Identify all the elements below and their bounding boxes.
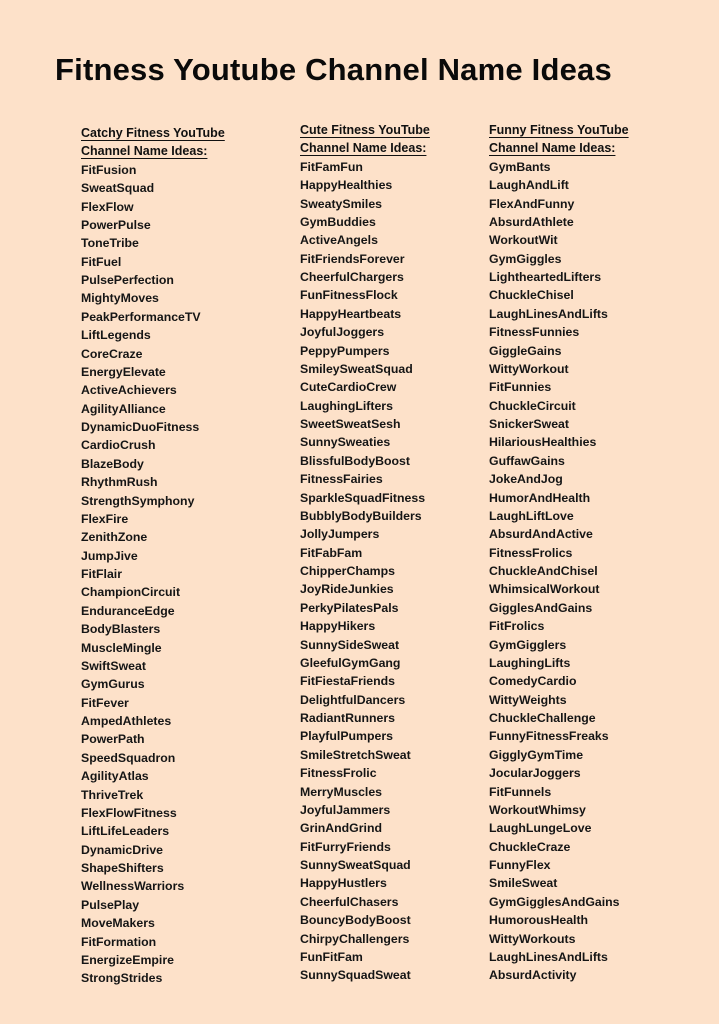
list-item: GymGigglesAndGains — [489, 894, 620, 909]
list-item: CoreCraze — [81, 346, 143, 361]
list-item: HappyHikers — [300, 619, 376, 634]
list-item: WhimsicalWorkout — [489, 582, 600, 597]
list-item: MerryMuscles — [300, 784, 383, 799]
list-item: FitnessFunnies — [489, 325, 580, 340]
list-item: LaughLinesAndLifts — [489, 949, 608, 964]
list-item: FitFever — [81, 695, 129, 710]
list-item: JoyfulJammers — [300, 802, 391, 817]
list-item: LaughingLifters — [300, 398, 393, 413]
list-item: ChuckleChallenge — [489, 711, 596, 726]
list-item: LaughLungeLove — [489, 821, 592, 836]
list-item: FitFurryFriends — [300, 839, 391, 854]
list-item: SpeedSquadron — [81, 750, 176, 765]
list-item: BubblyBodyBuilders — [300, 508, 422, 523]
list-item: WorkoutWhimsy — [489, 802, 586, 817]
list-item: WorkoutWit — [489, 233, 558, 248]
list-item: GiggleGains — [489, 343, 562, 358]
list-item: ChipperChamps — [300, 564, 395, 579]
list-item: GigglyGymTime — [489, 747, 584, 762]
list-item: FitFusion — [81, 162, 137, 177]
list-item: ActiveAngels — [300, 233, 378, 248]
list-item: ComedyCardio — [489, 674, 577, 689]
list-item: HumorousHealth — [489, 913, 589, 928]
list-item: GrinAndGrind — [300, 821, 382, 836]
list-item: StrengthSymphony — [81, 493, 195, 508]
list-item: SnickerSweat — [489, 417, 569, 432]
list-item: JollyJumpers — [300, 527, 380, 542]
name-list — [81, 161, 225, 988]
list-item: CardioCrush — [81, 438, 156, 453]
list-item: AbsurdAthlete — [489, 214, 574, 229]
list-item: AbsurdActivity — [489, 968, 577, 983]
list-item: SweetSweatSesh — [300, 417, 401, 432]
list-item: WellnessWarriors — [81, 879, 185, 894]
column-heading-line2: Channel Name Ideas: — [81, 144, 208, 159]
list-item: FunnyFitnessFreaks — [489, 729, 609, 744]
list-item: ChampionCircuit — [81, 585, 181, 600]
list-item: GymGurus — [81, 677, 145, 692]
list-item: SweatySmiles — [300, 196, 383, 211]
list-item: AmpedAthletes — [81, 714, 172, 729]
list-item: GuffawGains — [489, 453, 565, 468]
list-item: BlissfulBodyBoost — [300, 453, 410, 468]
list-item: DelightfulDancers — [300, 692, 406, 707]
list-item: FitFriendsForever — [300, 251, 405, 266]
list-item: SunnySweaties — [300, 435, 391, 450]
list-item: FitFrolics — [489, 619, 545, 634]
list-item: WittyWeights — [489, 692, 567, 707]
list-item: FitnessFrolics — [489, 545, 573, 560]
catchy-names-column — [81, 124, 225, 988]
column-heading — [300, 121, 430, 158]
list-item: FitFamFun — [300, 159, 363, 174]
list-item: PulsePlay — [81, 897, 140, 912]
name-list — [489, 158, 629, 985]
list-item: LiftLifeLeaders — [81, 824, 170, 839]
list-item: WittyWorkouts — [489, 931, 576, 946]
list-item: ActiveAchievers — [81, 383, 177, 398]
list-item: PlayfulPumpers — [300, 729, 393, 744]
list-item: FitnessFairies — [300, 472, 383, 487]
list-item: PowerPulse — [81, 217, 151, 232]
column-heading-line1: Funny Fitness YouTube — [489, 123, 629, 137]
list-item: SunnySideSweat — [300, 637, 400, 652]
list-item: ChirpyChallengers — [300, 931, 410, 946]
list-item: PulsePerfection — [81, 273, 174, 288]
list-item: FitFuel — [81, 254, 122, 269]
list-item: ZenithZone — [81, 530, 148, 545]
page-title: Fitness Youtube Channel Name Ideas — [55, 52, 612, 87]
list-item: PeakPerformanceTV — [81, 309, 201, 324]
list-item: AbsurdAndActive — [489, 527, 593, 542]
list-item: ChuckleAndChisel — [489, 564, 598, 579]
list-item: FunFitnessFlock — [300, 288, 398, 303]
list-item: PerkyPilatesPals — [300, 600, 399, 615]
list-item: JoyfulJoggers — [300, 325, 385, 340]
list-item: RhythmRush — [81, 475, 158, 490]
column-heading — [81, 124, 225, 161]
list-item: FlexFlowFitness — [81, 805, 177, 820]
list-item: EnergizeEmpire — [81, 952, 174, 967]
list-item: FitFunnies — [489, 380, 552, 395]
list-item: FlexFire — [81, 511, 129, 526]
list-item: StrongStrides — [81, 971, 163, 986]
list-item: SunnySweatSquad — [300, 858, 411, 873]
list-item: HappyHealthies — [300, 178, 393, 193]
list-item: GigglesAndGains — [489, 600, 593, 615]
list-item: JoyRideJunkies — [300, 582, 394, 597]
list-item: JokeAndJog — [489, 472, 563, 487]
list-item: ChuckleChisel — [489, 288, 574, 303]
list-item: MightyMoves — [81, 291, 159, 306]
column-heading — [489, 121, 629, 158]
list-item: SmileySweatSquad — [300, 361, 413, 376]
list-item: DynamicDrive — [81, 842, 164, 857]
name-list — [300, 158, 430, 985]
list-item: BlazeBody — [81, 456, 144, 471]
list-item: LightheartedLifters — [489, 270, 602, 285]
list-item: MoveMakers — [81, 916, 155, 931]
list-item: EnergyElevate — [81, 364, 166, 379]
list-item: BodyBlasters — [81, 622, 161, 637]
list-item: ToneTribe — [81, 236, 139, 251]
list-item: WittyWorkout — [489, 361, 569, 376]
list-item: FitFabFam — [300, 545, 363, 560]
list-item: ChuckleCircuit — [489, 398, 576, 413]
list-item: CuteCardioCrew — [300, 380, 397, 395]
column-heading-line2: Channel Name Ideas: — [300, 141, 427, 156]
cute-names-column — [300, 121, 430, 985]
list-item: LiftLegends — [81, 328, 151, 343]
list-item: PeppyPumpers — [300, 343, 390, 358]
list-item: AgilityAtlas — [81, 769, 149, 784]
list-item: SmileStretchSweat — [300, 747, 411, 762]
list-item: FitnessFrolic — [300, 766, 377, 781]
list-item: LaughAndLift — [489, 178, 569, 193]
list-item: SwiftSweat — [81, 658, 146, 673]
list-item: DynamicDuoFitness — [81, 420, 200, 435]
list-item: JocularJoggers — [489, 766, 581, 781]
list-item: SweatSquad — [81, 181, 155, 196]
list-item: SmileSweat — [489, 876, 558, 891]
column-heading-line2: Channel Name Ideas: — [489, 141, 616, 156]
list-item: PowerPath — [81, 732, 145, 747]
list-item: ChuckleCraze — [489, 839, 571, 854]
list-item: LaughLiftLove — [489, 508, 574, 523]
list-item: ShapeShifters — [81, 861, 164, 876]
column-heading-line1: Cute Fitness YouTube — [300, 123, 430, 137]
list-item: HappyHustlers — [300, 876, 387, 891]
list-item: HumorAndHealth — [489, 490, 591, 505]
list-item: HilariousHealthies — [489, 435, 597, 450]
list-item: GymBants — [489, 159, 551, 174]
list-item: GleefulGymGang — [300, 655, 401, 670]
list-item: HappyHeartbeats — [300, 306, 402, 321]
list-item: GymGigglers — [489, 637, 567, 652]
list-item: FitFormation — [81, 934, 157, 949]
list-item: AgilityAlliance — [81, 401, 166, 416]
list-item: FlexAndFunny — [489, 196, 575, 211]
list-item: FunnyFlex — [489, 858, 551, 873]
list-item: LaughingLifts — [489, 655, 571, 670]
list-item: FlexFlow — [81, 199, 134, 214]
column-heading-line1: Catchy Fitness YouTube — [81, 126, 225, 140]
list-item: ThriveTrek — [81, 787, 144, 802]
list-item: FunFitFam — [300, 949, 363, 964]
list-item: CheerfulChargers — [300, 270, 404, 285]
list-item: EnduranceEdge — [81, 603, 175, 618]
list-item: BouncyBodyBoost — [300, 913, 411, 928]
funny-names-column — [489, 121, 629, 985]
list-item: MuscleMingle — [81, 640, 162, 655]
list-item: FitFiestaFriends — [300, 674, 395, 689]
list-item: JumpJive — [81, 548, 138, 563]
list-item: FitFlair — [81, 567, 122, 582]
list-item: FitFunnels — [489, 784, 552, 799]
list-item: GymBuddies — [300, 214, 376, 229]
list-item: GymGiggles — [489, 251, 562, 266]
list-item: SunnySquadSweat — [300, 968, 411, 983]
list-item: CheerfulChasers — [300, 894, 399, 909]
list-item: RadiantRunners — [300, 711, 395, 726]
list-item: SparkleSquadFitness — [300, 490, 426, 505]
list-item: LaughLinesAndLifts — [489, 306, 608, 321]
